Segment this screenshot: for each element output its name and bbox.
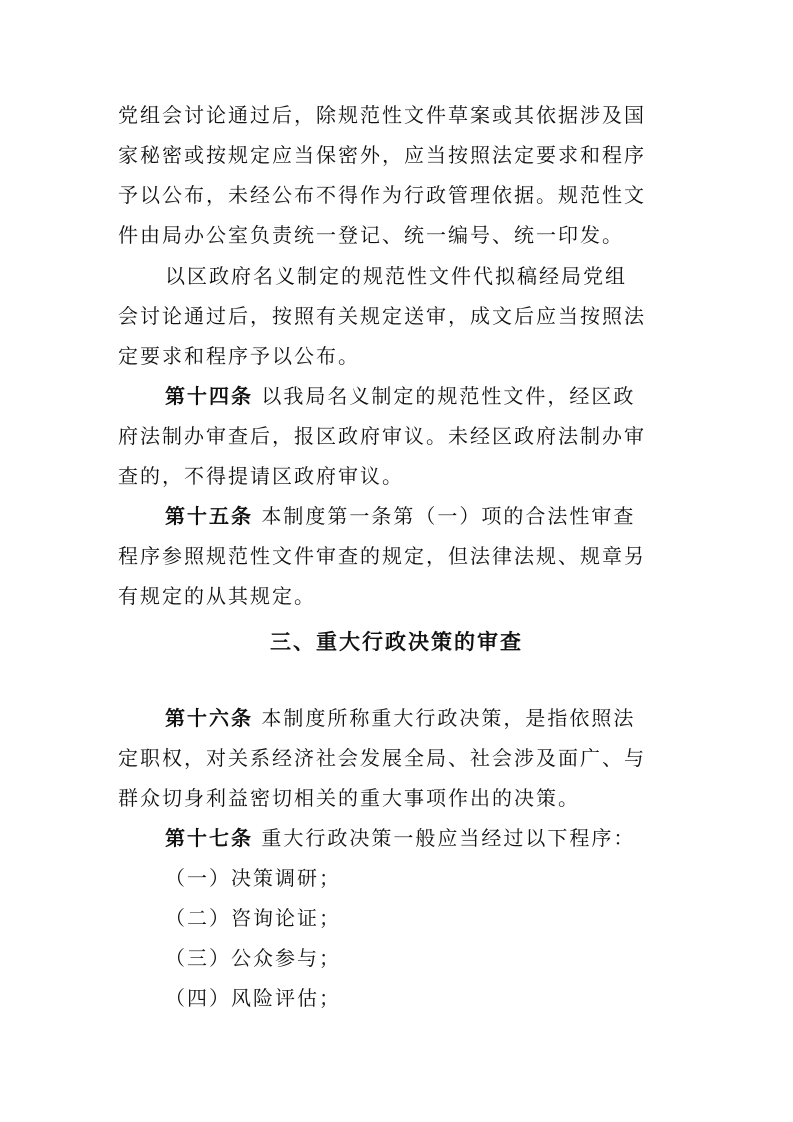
article-14-line: [165, 383, 678, 409]
paragraph-line: 查的，不得提请区政府审议。: [118, 464, 404, 488]
paragraph-line: 件由局办公室负责统一登记、统一编号、统一印发。: [118, 223, 624, 247]
article-text: 本制度第一条第（一）项的合法性审查: [261, 504, 636, 528]
paragraph-line: 以区政府名义制定的规范性文件代拟稿经局党组: [165, 264, 627, 288]
list-item: （四）风险评估；: [165, 986, 341, 1010]
article-text: 本制度所称重大行政决策，是指依照法: [261, 706, 636, 730]
article-16-line: [165, 705, 678, 731]
paragraph-line: 家秘密或按规定应当保密外，应当按照法定要求和程序: [118, 143, 646, 167]
article-label: 第十七条: [165, 826, 253, 850]
paragraph-line: 予以公布，未经公布不得作为行政管理依据。规范性文: [118, 183, 646, 207]
paragraph-line: 群众切身利益密切相关的重大事项作出的决策。: [118, 786, 580, 810]
article-text: 以我局名义制定的规范性文件，经区政: [261, 384, 636, 408]
article-label: 第十五条: [165, 504, 253, 528]
paragraph-line: 会讨论通过后，按照有关规定送审，成文后应当按照法: [118, 304, 646, 328]
article-label: 第十四条: [165, 384, 253, 408]
article-17-line: [165, 825, 678, 851]
paragraph-line: 有规定的从其规定。: [118, 584, 316, 608]
article-text: 重大行政决策一般应当经过以下程序：: [261, 826, 636, 850]
paragraph-line: 府法制办审查后，报区政府审议。未经区政府法制办审: [118, 424, 646, 448]
paragraph-line: 定要求和程序予以公布。: [118, 344, 360, 368]
article-15-line: [165, 503, 678, 529]
paragraph-line: 程序参照规范性文件审查的规定，但法律法规、规章另: [118, 544, 646, 568]
article-label: 第十六条: [165, 706, 253, 730]
list-item: （三）公众参与；: [165, 946, 341, 970]
paragraph-line: 党组会讨论通过后，除规范性文件草案或其依据涉及国: [118, 103, 646, 127]
paragraph-line: 定职权，对关系经济社会发展全局、社会涉及面广、与: [118, 746, 646, 770]
section-heading: 三、重大行政决策的审查: [270, 630, 523, 654]
list-item: （一）决策调研；: [165, 866, 341, 890]
list-item: （二）咨询论证；: [165, 906, 341, 930]
